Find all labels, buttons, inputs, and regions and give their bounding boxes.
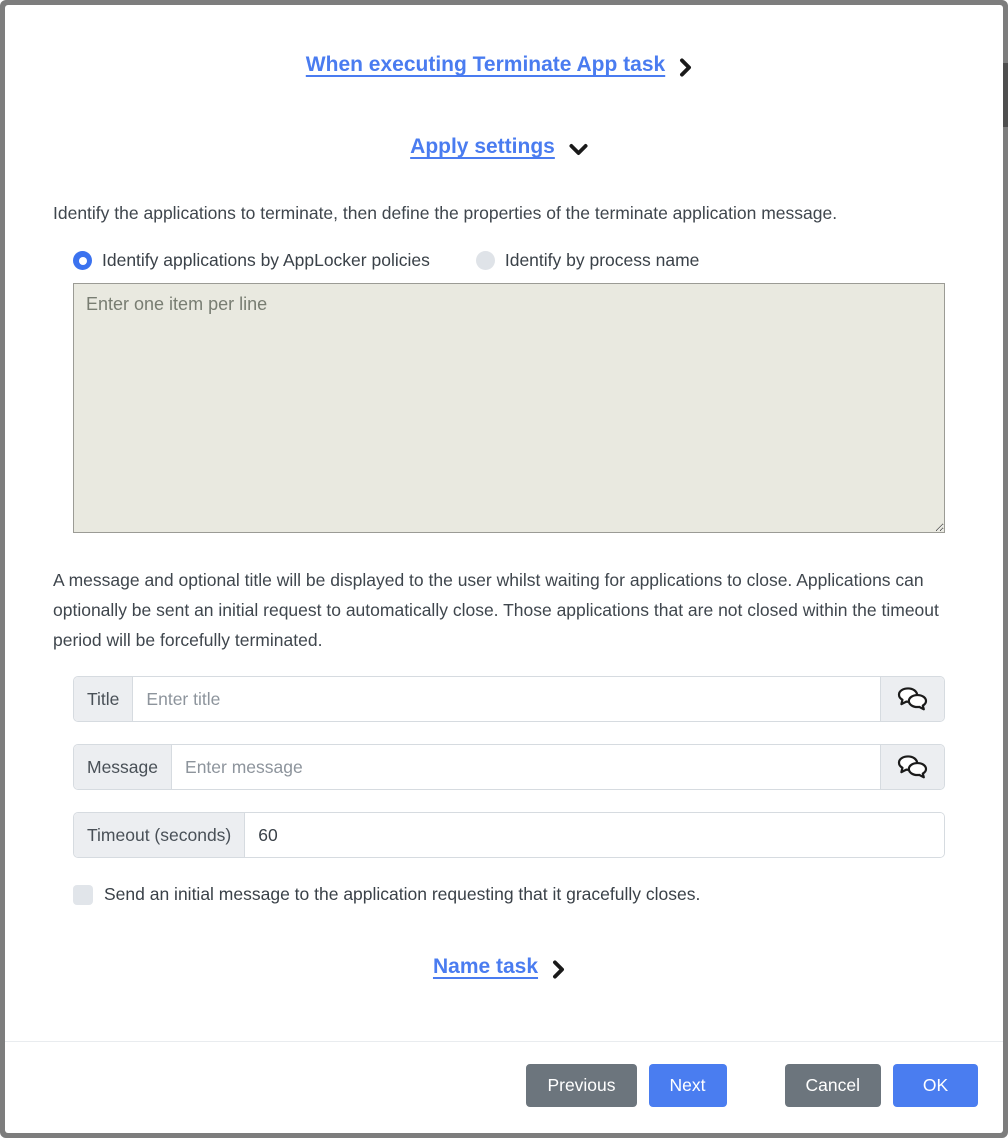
- radio-process-name[interactable]: [476, 251, 495, 270]
- chevron-right-icon[interactable]: [552, 960, 565, 979]
- title-field-label: Title: [74, 677, 133, 721]
- cancel-button[interactable]: Cancel: [785, 1064, 881, 1107]
- message-field-label: Message: [74, 745, 172, 789]
- timeout-field-group: [73, 812, 945, 858]
- message-input[interactable]: [172, 745, 880, 789]
- dialog-footer: [5, 1041, 1003, 1133]
- title-field-group: [73, 676, 945, 722]
- chat-bubbles-icon: [897, 754, 928, 781]
- identify-method-radio-group: [73, 250, 945, 271]
- title-input[interactable]: [133, 677, 880, 721]
- initial-message-checkbox[interactable]: [73, 885, 93, 905]
- apply-settings-link[interactable]: Apply settings: [410, 135, 555, 158]
- when-executing-terminate-app-task-link[interactable]: When executing Terminate App task: [305, 53, 666, 76]
- message-description-text: A message and optional title will be displayed to the user whilst waiting for applications to close. Applications can optionally be sent an initial request to automatically close. Those applications that are not closed within the timeout period will be forcefully terminated.: [53, 570, 939, 650]
- title-localise-button[interactable]: [880, 677, 944, 721]
- intro-text: Identify the applications to terminate, then define the properties of the terminate application message.: [53, 203, 838, 223]
- message-localise-button[interactable]: [880, 745, 944, 789]
- message-form: [73, 676, 945, 858]
- radio-applocker-label: Identify applications by AppLocker policies: [102, 250, 430, 270]
- chevron-right-icon[interactable]: [679, 58, 692, 77]
- scrollbar-thumb[interactable]: [1003, 63, 1008, 127]
- message-field-group: [73, 744, 945, 790]
- radio-applocker-policies[interactable]: [73, 251, 92, 270]
- ok-button[interactable]: OK: [893, 1064, 978, 1107]
- dialog-content: [5, 5, 1003, 1041]
- name-task-link[interactable]: Name task: [432, 955, 539, 978]
- next-button[interactable]: Next: [649, 1064, 727, 1107]
- chat-bubbles-icon: [897, 686, 928, 713]
- application-list-textarea[interactable]: [73, 283, 945, 533]
- timeout-field-label: Timeout (seconds): [74, 813, 245, 857]
- previous-button[interactable]: Previous: [526, 1064, 636, 1107]
- initial-message-checkbox-label: Send an initial message to the application requesting that it gracefully closes.: [104, 884, 701, 904]
- timeout-input[interactable]: [245, 813, 944, 857]
- terminate-app-dialog: [5, 5, 1003, 1133]
- chevron-down-icon[interactable]: [569, 143, 588, 156]
- radio-process-name-label: Identify by process name: [504, 250, 700, 270]
- initial-message-check-row: [73, 884, 945, 905]
